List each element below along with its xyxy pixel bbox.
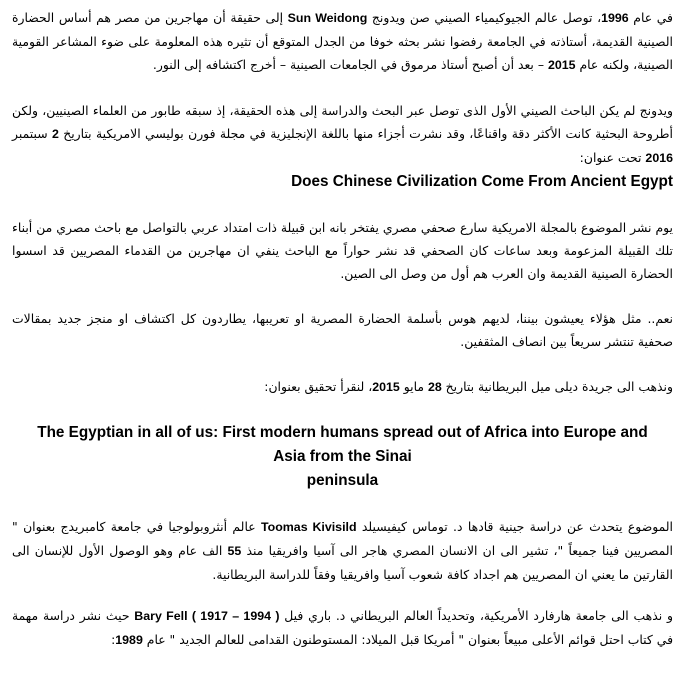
name-sun-weidong: Sun Weidong bbox=[287, 11, 368, 25]
text-run: في عام bbox=[628, 10, 673, 25]
text-run: و نذهب الى جامعة هارفارد الأمريكية، وتحديداً العالم البريطاني د. باري فيل bbox=[279, 608, 673, 623]
paragraph-7 bbox=[12, 604, 673, 652]
text-run: تحت عنوان: bbox=[579, 150, 646, 165]
name-bary-fell: Bary Fell bbox=[134, 609, 192, 623]
text-run: ، لنقرأ تحقيق بعنوان: bbox=[264, 379, 373, 394]
paragraph-1 bbox=[12, 6, 673, 77]
text-run: إلى حقيقة أن مهاجرين من مصر هم أساس الحضارة الصينية القديمة، أستاذته في الجامعة رفضوا نشر بحثه خوفا من الجدل المتوقع أن تثيره هذه المعلومة على ضوء المشاعر القومية الصينية، ولكنه عام bbox=[12, 10, 673, 72]
paragraph-3: يوم نشر الموضوع بالمجلة الامريكية سارع صحفي مصري يفتخر بانه ابن قبيلة ذات امتداد عربي بالتواصل مع باحث مصري من أبناء تلك القبيلة المزعومة وبعد ساعات كان الصحفي قد نشر حواراً مع الباحث ينفي ان مهاجرين من القدماء المصريين قد اسسوا الحضارة الصينية القديمة وان العرب هم أول من وصل الى الصين. bbox=[12, 220, 673, 281]
text-run: الف عام وهو الوصول الأول للإنسان الى القارتين ما يعني ان المصريين هم اجداد كافة شعوب آسيا وافريقيا وفقاً للدراسة البريطانية. bbox=[12, 543, 673, 582]
year-1989: 1989 bbox=[115, 633, 143, 647]
date-day: 28 bbox=[427, 380, 442, 394]
text-run: – بعد أن أصبح أستاذ مرموق في الجامعات الصينية – أخرج اكتشافه إلى النور. bbox=[152, 57, 548, 72]
date-day: 2 bbox=[51, 127, 59, 141]
english-title-1: Does Chinese Civilization Come From Ancient Egypt bbox=[291, 173, 673, 190]
text-run: : bbox=[111, 632, 116, 647]
english-title-2-line-1: The Egyptian in all of us: First modern humans spread out of Africa into Europe and bbox=[37, 424, 648, 441]
english-title-2-line-3: peninsula bbox=[306, 472, 379, 489]
year-2016: 2016 bbox=[645, 151, 673, 165]
text-run: ويدونج لم يكن الباحث الصيني الأول الذى توصل عبر البحث والدراسة إلى هذه الحقيقة، إذ سبقه طابور من العلماء الصينيين، ولكن أطروحة البحثية كانت الأكثر دقة واقناعًا، وقد نشرت أجزاء منها باللغة الإنجليزية في مجلة فورن بوليسي الامريكية بتاريخ bbox=[12, 103, 673, 141]
paragraph-6 bbox=[12, 515, 673, 586]
text-run: حيث نشر دراسة مهمة في كتاب احتل قوائم الأعلى مبيعاً بعنوان " أمريكا قبل الميلاد: المستوطنون القدامى للعالم الجديد " عام bbox=[12, 608, 673, 647]
text-run: مايو bbox=[399, 379, 428, 394]
paragraph-4: نعم.. مثل هؤلاء يعيشون بيننا، لديهم هوس بأسلمة الحضارة المصرية او تعريبها، يطاردون كل اكتشاف او منجز جديد بمقالات صحفية تنتشر سريعاً بين انصاف المثقفين. bbox=[12, 311, 673, 349]
paragraph-5 bbox=[12, 375, 673, 399]
english-title-2-line-2: Asia from the Sinai bbox=[273, 448, 412, 465]
life-span: ( 1994 – 1917 ) bbox=[191, 609, 280, 623]
year-1996: 1996 bbox=[601, 11, 629, 25]
text-run: سبتمبر bbox=[12, 126, 52, 141]
name-toomas-kivisild: Toomas Kivisild bbox=[261, 520, 357, 534]
text-run: ، توصل عالم الجيوكيمياء الصيني صن ويدونج bbox=[367, 10, 602, 25]
number-55: 55 bbox=[227, 544, 242, 558]
text-run: الموضوع يتحدث عن دراسة جينية قادها د. توماس كيفيسيلد bbox=[356, 519, 674, 534]
year-2015: 2015 bbox=[547, 58, 576, 72]
text-run: عالم أنثروبولوجيا في جامعة كامبريدج بعنوان " المصريين فينا جميعاً "، تشير الى ان الانسان المصري هاجر الى آسيا وافريقيا منذ bbox=[12, 519, 673, 558]
year-2015: 2015 bbox=[372, 380, 400, 394]
paragraph-2 bbox=[12, 99, 673, 170]
text-run: ونذهب الى جريدة ديلى ميل البريطانية بتاريخ bbox=[441, 379, 673, 394]
